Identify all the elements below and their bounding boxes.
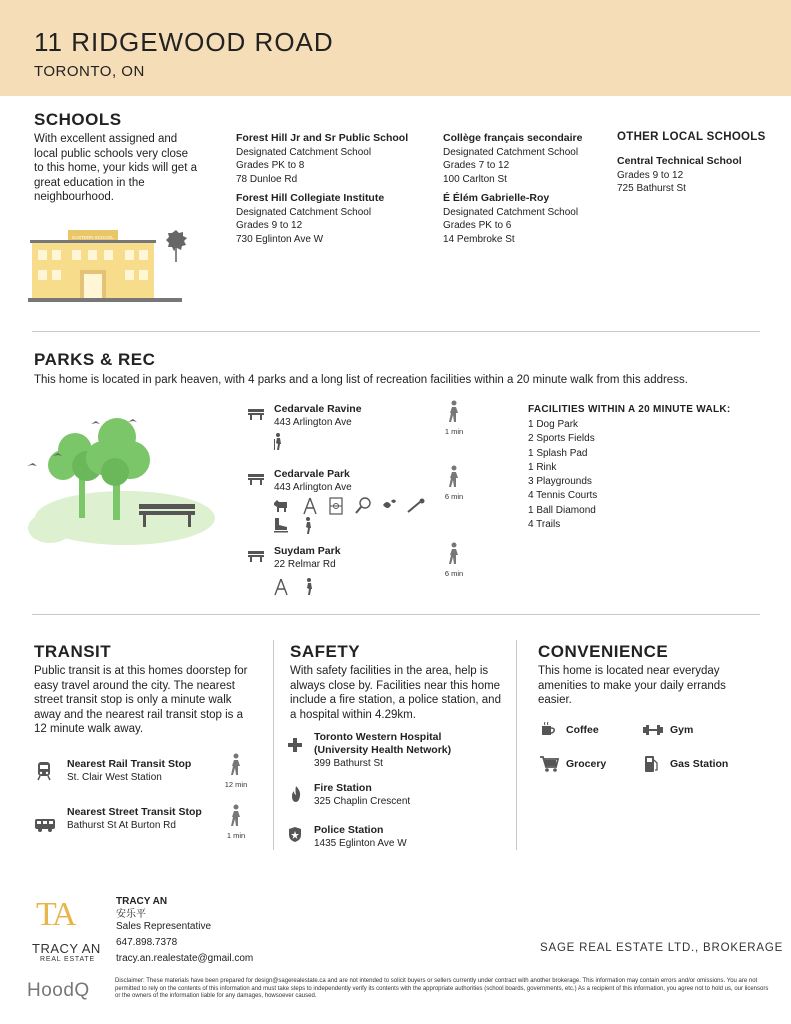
train-icon: [36, 761, 52, 781]
tennis-court-icon: [354, 497, 372, 515]
gas-station-icon: [643, 755, 659, 773]
hospital-address: 399 Bathurst St: [314, 758, 383, 769]
property-address: 11 RIDGEWOOD ROAD: [34, 27, 334, 57]
rail-stop-name: St. Clair West Station: [67, 772, 162, 783]
school-entry: [236, 192, 436, 246]
agent-logo-name: TRACY AN: [32, 941, 101, 956]
parks-title: PARKS & REC: [34, 350, 156, 369]
walk-time: [221, 753, 251, 789]
school-address: 725 Bathurst St: [617, 183, 686, 194]
school-name: É Élém Gabrielle-Roy: [443, 192, 550, 204]
walk-time-label: 6 min: [444, 492, 464, 501]
rail-stop-label: Nearest Rail Transit Stop: [67, 758, 192, 770]
other-schools-title: OTHER LOCAL SCHOOLS: [617, 131, 766, 143]
trail-icon: [303, 517, 313, 535]
safety-intro: With safety facilities in the area, help is always close by. Facilities near this home include a fire station, a police station, and a hospital within 4.29km.: [290, 665, 501, 721]
school-entry: [443, 192, 613, 246]
walking-person-icon: [447, 400, 461, 422]
property-city: TORONTO, ON: [34, 63, 145, 80]
facility-item: 1 Splash Pad: [528, 447, 588, 459]
walking-person-icon: [447, 465, 461, 487]
walk-time-label: 1 min: [226, 831, 246, 840]
police-station-address: 1435 Eglinton Ave W: [314, 838, 407, 849]
convenience-title: CONVENIENCE: [538, 642, 669, 661]
agent-logo-subtitle: REAL ESTATE: [40, 956, 95, 963]
trail-icon: [304, 578, 314, 596]
facility-item: 1 Rink: [528, 461, 557, 473]
school-entry: [443, 132, 613, 186]
playground-icon: [273, 578, 289, 596]
walk-time-label: 1 min: [444, 427, 464, 436]
school-address: 730 Eglinton Ave W: [236, 233, 324, 245]
street-stop-name: Bathurst St At Burton Rd: [67, 820, 176, 831]
agent-logo-mark: TA: [36, 896, 75, 933]
hiking-icon: [273, 433, 283, 451]
facility-item: 1 Ball Diamond: [528, 504, 596, 516]
walk-time-label: 6 min: [444, 569, 464, 578]
park-name: Suydam Park: [274, 545, 341, 557]
walk-time: [439, 542, 469, 578]
school-entry: [617, 155, 777, 196]
gas-station-label: Gas Station: [670, 758, 729, 770]
walking-person-icon: [229, 753, 243, 775]
gym-label: Gym: [670, 724, 694, 736]
grocery-label: Grocery: [566, 758, 607, 770]
school-sign: EASTERN SCHOOL: [72, 235, 114, 240]
gym-icon: [643, 724, 663, 736]
fire-icon: [290, 785, 302, 803]
school-address: 78 Dunloe Rd: [236, 173, 298, 185]
school-name: Forest Hill Jr and Sr Public School: [236, 132, 409, 144]
schools-title: SCHOOLS: [34, 110, 122, 129]
park-address: 22 Relmar Rd: [274, 559, 336, 570]
coffee-icon: [540, 721, 556, 737]
hoodq-logo: HoodQ: [27, 980, 90, 1001]
park-illustration: [25, 410, 220, 550]
dog-park-icon: [272, 497, 290, 513]
convenience-intro: This home is located near everyday amenities to make your daily errands easier.: [538, 665, 726, 706]
school-type: Designated Catchment School: [443, 206, 579, 218]
divider: [32, 331, 760, 332]
coffee-label: Coffee: [566, 724, 599, 736]
fire-station-name: Fire Station: [314, 782, 372, 794]
school-type: Designated Catchment School: [443, 146, 579, 158]
agent-name: TRACY AN: [116, 896, 168, 907]
column-divider: [516, 640, 517, 850]
walk-time: [439, 465, 469, 501]
divider: [32, 614, 760, 615]
walking-person-icon: [447, 542, 461, 564]
ball-diamond-icon: [406, 497, 426, 515]
agent-role: Sales Representative: [116, 921, 212, 932]
police-station-name: Police Station: [314, 824, 384, 836]
school-grades: Grades 9 to 12: [236, 220, 303, 231]
school-address: 100 Carlton St: [443, 173, 507, 185]
playground-icon: [302, 497, 318, 515]
transit-title: TRANSIT: [34, 642, 112, 661]
park-bench-icon: [247, 407, 265, 421]
hospital-name: Toronto Western Hospital (University Health Network): [314, 731, 452, 756]
hospital-cross-icon: [288, 738, 302, 752]
police-badge-icon: [288, 826, 302, 843]
facilities-title: FACILITIES WITHIN A 20 MINUTE WALK:: [528, 404, 731, 415]
school-entry: [236, 132, 436, 186]
park-facility-icons: [272, 497, 432, 537]
rink-icon: [272, 517, 290, 533]
column-divider: [273, 640, 274, 850]
school-type: Designated Catchment School: [236, 146, 372, 158]
facilities-list: [528, 418, 597, 532]
parks-intro: This home is located in park heaven, with 4 parks and a long list of recreation facilities within a 20 minute walk from this address.: [34, 374, 688, 386]
splash-pad-icon: [380, 497, 398, 515]
school-grades: Grades 9 to 12: [617, 169, 684, 181]
facility-item: 1 Dog Park: [528, 419, 579, 430]
walking-person-icon: [229, 804, 243, 826]
park-address: 443 Arlington Ave: [274, 417, 352, 428]
school-building-illustration: [28, 226, 196, 306]
agent-email[interactable]: tracy.an.realestate@gmail.com: [116, 953, 254, 964]
school-grades: Grades PK to 6: [443, 220, 512, 231]
walk-time: [221, 804, 251, 840]
facility-item: 3 Playgrounds: [528, 476, 592, 488]
facility-item: 4 Tennis Courts: [528, 490, 598, 502]
brokerage-name: SAGE REAL ESTATE LTD., BROKERAGE: [540, 942, 784, 954]
walk-time-label: 12 min: [224, 780, 248, 789]
school-name: Forest Hill Collegiate Institute: [236, 192, 385, 204]
facility-item: 4 Trails: [528, 519, 561, 531]
fire-station-address: 325 Chaplin Crescent: [314, 796, 411, 807]
park-bench-icon: [247, 472, 265, 486]
safety-title: SAFETY: [290, 642, 361, 661]
header-banner: [0, 0, 791, 96]
street-stop-label: Nearest Street Transit Stop: [67, 806, 202, 818]
schools-intro: With excellent assigned and local public schools very close to this home, your kids will get a great education in the neighbourhood.: [34, 133, 197, 203]
park-name: Cedarvale Ravine: [274, 403, 362, 415]
agent-chinese-name: 安乐平: [116, 909, 146, 920]
sports-field-icon: [329, 497, 343, 515]
school-address: 14 Pembroke St: [443, 233, 515, 245]
bus-icon: [34, 817, 56, 833]
disclaimer-text: Disclaimer: These materials have been prepared for design@sagerealestate.ca and are not intended to solicit buyers or sellers currently under contract with another brokerage. This information may contain errors and/or omissions. You are not permitted to rely on the contents of this information and must take steps to independently verify its contents with the appropriate authorities (school boards, governments, etc.) As a recipient of this information, you agree not to hold us, our licensors or the owners of the information liable for any damages, howsoever caused.: [115, 978, 769, 999]
school-grades: Grades PK to 8: [236, 160, 305, 171]
school-grades: Grades 7 to 12: [443, 160, 510, 171]
agent-phone[interactable]: 647.898.7378: [116, 937, 178, 948]
walk-time: [439, 400, 469, 436]
transit-intro: Public transit is at this homes doorstep for easy travel around the city. The nearest street transit stop is only a minute walk away and the nearest rail transit stop is a 12 minute walk away.: [34, 665, 248, 735]
park-bench-icon: [247, 549, 265, 563]
facility-item: 2 Sports Fields: [528, 433, 595, 445]
school-name: Central Technical School: [617, 155, 742, 167]
park-address: 443 Arlington Ave: [274, 482, 352, 493]
park-name: Cedarvale Park: [274, 468, 350, 480]
school-name: Collège français secondaire: [443, 132, 583, 144]
school-type: Designated Catchment School: [236, 206, 372, 218]
grocery-cart-icon: [539, 755, 559, 773]
